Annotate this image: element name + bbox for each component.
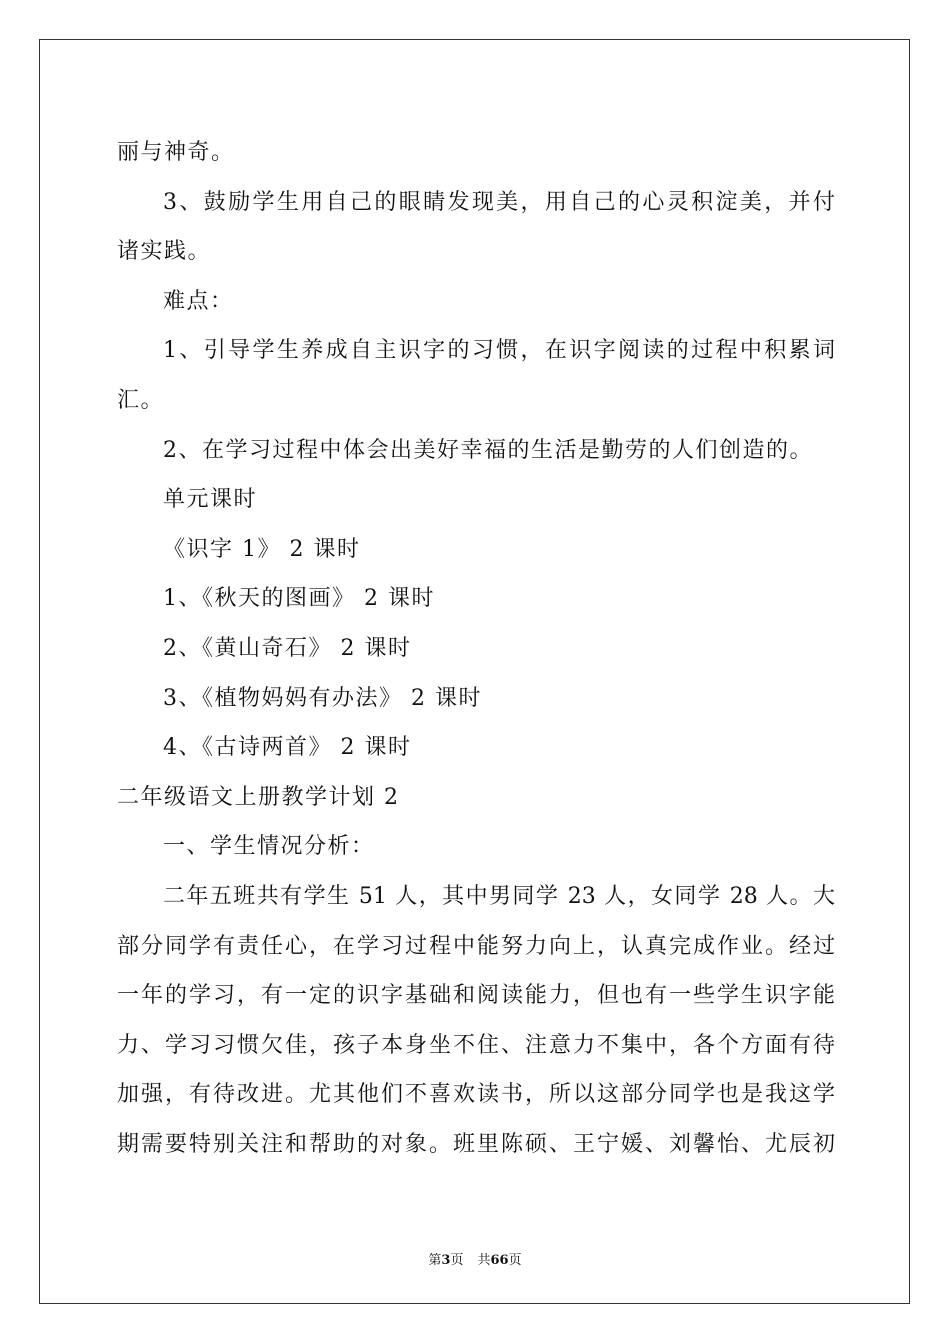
text-line: 二年五班共有学生 51 人，其中男同学 23 人，女同学 28 人。大 <box>163 883 835 909</box>
list-item: 4、《古诗两首》 2 课时 <box>163 735 412 761</box>
document-body <box>117 128 835 1169</box>
text-line: 丽与神奇。 <box>117 140 235 165</box>
text-line: 期需要特别关注和帮助的对象。班里陈硕、王宁媛、刘馨怡、尤辰初 <box>117 1131 835 1157</box>
total-pages: 66 <box>490 1253 509 1268</box>
total-suffix: 页 <box>508 1253 522 1268</box>
text-line: 部分同学有责任心，在学习过程中能努力向上，认真完成作业。经过 <box>117 933 835 959</box>
page-number: 3 <box>441 1253 451 1268</box>
text-line: 加强，有待改进。尤其他们不喜欢读书，所以这部分同学也是我这学 <box>117 1082 835 1108</box>
section-heading: 一、学生情况分析： <box>163 834 375 860</box>
text-line: 1、引导学生养成自主识字的习惯，在识字阅读的过程中积累词 <box>163 338 835 364</box>
text-line: 力、学习习惯欠佳，孩子本身坐不住、注意力不集中，各个方面有待 <box>117 1032 835 1058</box>
page-footer <box>0 1249 950 1268</box>
section-heading: 难点： <box>163 288 234 314</box>
text-line: 2、在学习过程中体会出美好幸福的生活是勤劳的人们创造的。 <box>163 437 813 463</box>
text-line: 汇。 <box>117 387 165 413</box>
list-item: 3、《植物妈妈有办法》 2 课时 <box>163 685 482 711</box>
list-item: 《识字 1》 2 课时 <box>163 536 361 562</box>
document-title: 二年级语文上册教学计划 2 <box>117 784 400 810</box>
list-item: 2、《黄山奇石》 2 课时 <box>163 635 412 661</box>
list-item: 1、《秋天的图画》 2 课时 <box>163 586 435 612</box>
text-line: 一年的学习，有一定的识字基础和阅读能力，但也有一些学生识字能 <box>117 983 835 1009</box>
page-prefix: 第 <box>428 1253 442 1268</box>
total-prefix: 共 <box>477 1253 491 1268</box>
text-line: 3、鼓励学生用自己的眼睛发现美，用自己的心灵积淀美，并付 <box>163 189 835 215</box>
section-heading: 单元课时 <box>163 487 258 513</box>
page-suffix: 页 <box>450 1253 464 1268</box>
text-line: 诸实践。 <box>117 239 212 265</box>
